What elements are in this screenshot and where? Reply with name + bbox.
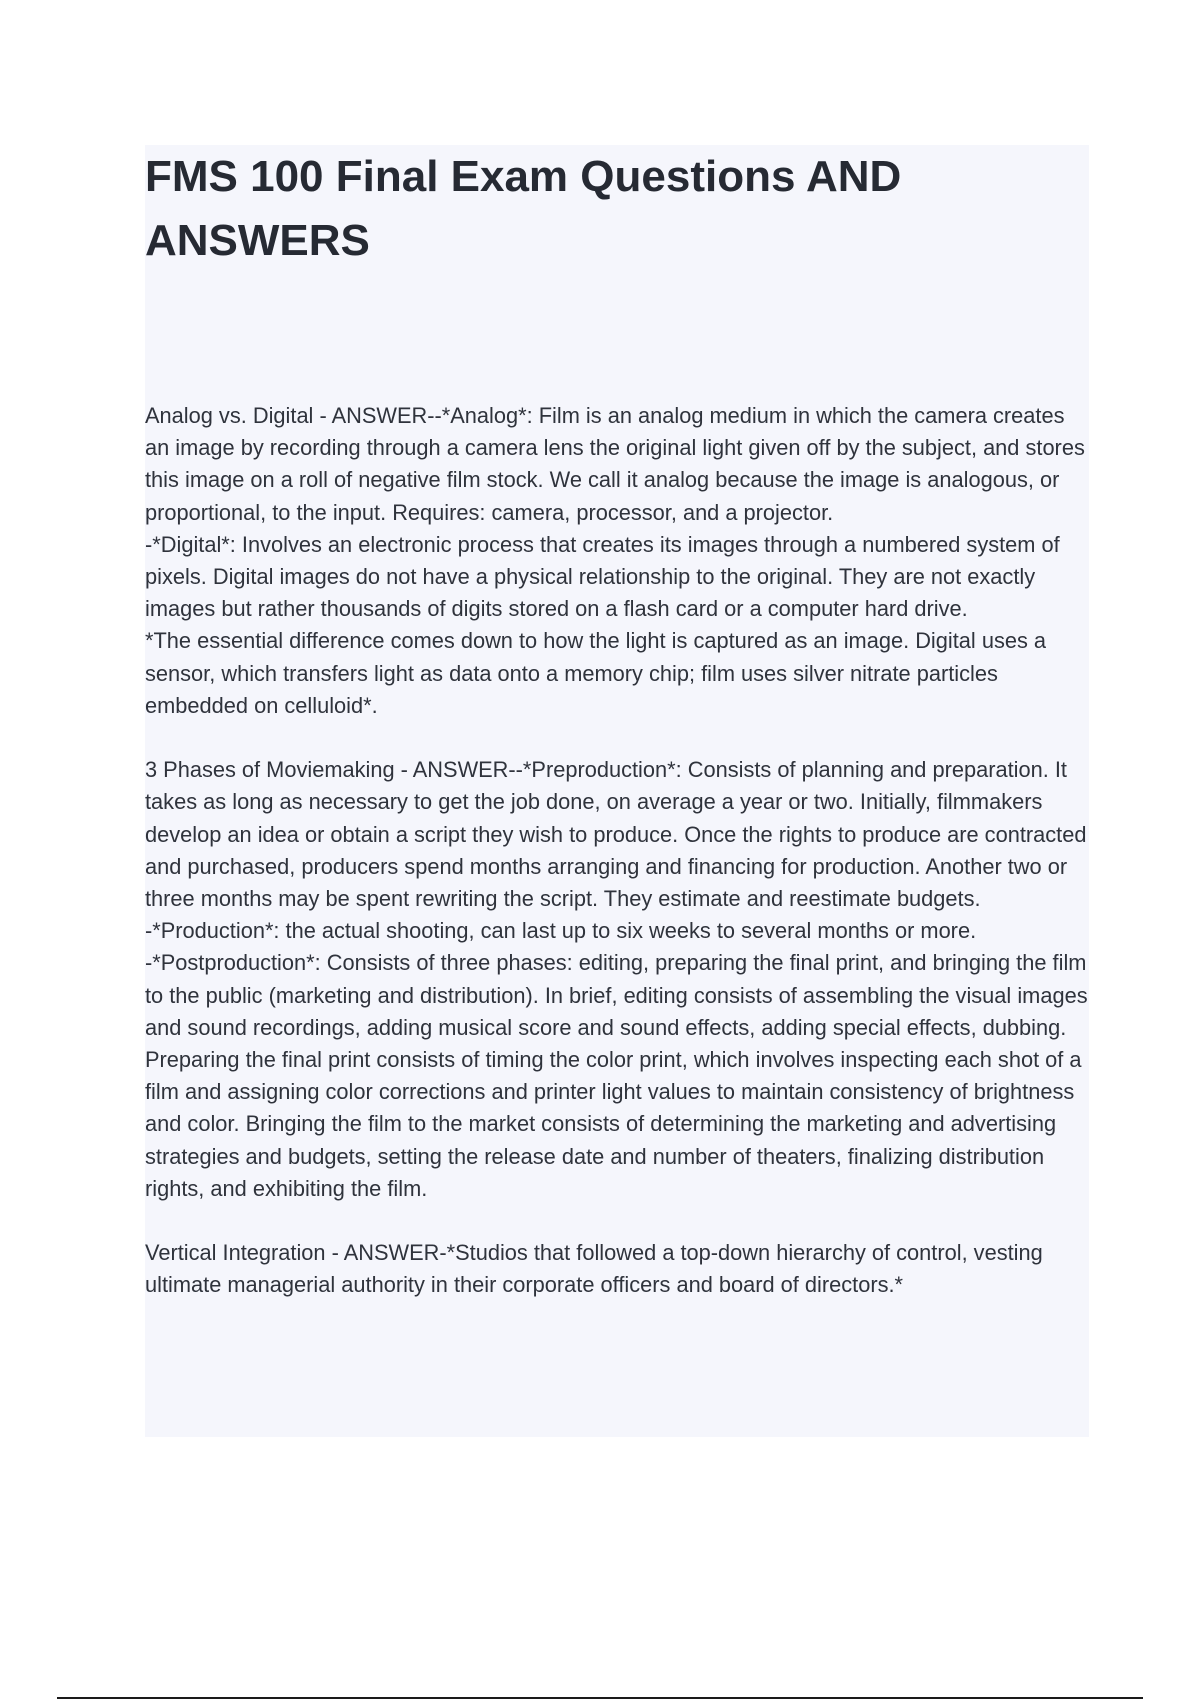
qa-entry-phases-of-moviemaking bbox=[145, 754, 1089, 1205]
answer-paragraph: -*Postproduction*: Consists of three phases: editing, preparing the final print, and bringing the film to the public (marketing and distribution). In brief, editing consists of assembling the visual images and sound recordings, adding musical score and sound effects, adding special effects, dubbing. Preparing the final print consists of timing the color print, which involves inspecting each shot of a film and assigning color corrections and printer light values to maintain consistency of brightness and color. Bringing the film to the market consists of determining the marketing and advertising strategies and budgets, setting the release date and number of theaters, finalizing distribution rights, and exhibiting the film. bbox=[145, 950, 1088, 1201]
answer-paragraph: -*Production*: the actual shooting, can last up to six weeks to several months or more. bbox=[145, 918, 977, 944]
answer-paragraph: Analog vs. Digital - ANSWER--*Analog*: Film is an analog medium in which the camera creates an image by recording through a camera lens the original light given off by the subject, and stores this image on a roll of negative film stock. We call it analog because the image is analogous, or proportional, to the input. Requires: camera, processor, and a projector. bbox=[145, 403, 1085, 525]
document-title: FMS 100 Final Exam Questions AND ANSWERS bbox=[145, 152, 902, 265]
footer-divider bbox=[57, 1697, 1143, 1699]
qa-entry-vertical-integration bbox=[145, 1237, 1089, 1301]
qa-entry-analog-digital bbox=[145, 400, 1089, 722]
answer-paragraph: *The essential difference comes down to how the light is captured as an image. Digital uses a sensor, which transfers light as data onto a memory chip; film uses silver nitrate particles embedded on celluloid*. bbox=[145, 628, 1047, 718]
content-block bbox=[145, 145, 1089, 1437]
answer-paragraph: 3 Phases of Moviemaking - ANSWER--*Preproduction*: Consists of planning and preparation. It takes as long as necessary to get the job done, on average a year or two. Initially, filmmakers develop an idea or obtain a script they wish to produce. Once the rights to produce are contracted and purchased, producers spend months arranging and financing for production. Another two or three months may be spent rewriting the script. They estimate and reestimate budgets. bbox=[145, 757, 1087, 912]
document-body bbox=[145, 400, 1089, 1334]
answer-paragraph: -*Digital*: Involves an electronic process that creates its images through a numbered system of pixels. Digital images do not have a physical relationship to the original. They are not exactly images but rather thousands of digits stored on a flash card or a computer hard drive. bbox=[145, 531, 1060, 622]
answer-paragraph: Vertical Integration - ANSWER-*Studios that followed a top-down hierarchy of control, vesting ultimate managerial authority in their corporate officers and board of directors.* bbox=[145, 1240, 1043, 1298]
